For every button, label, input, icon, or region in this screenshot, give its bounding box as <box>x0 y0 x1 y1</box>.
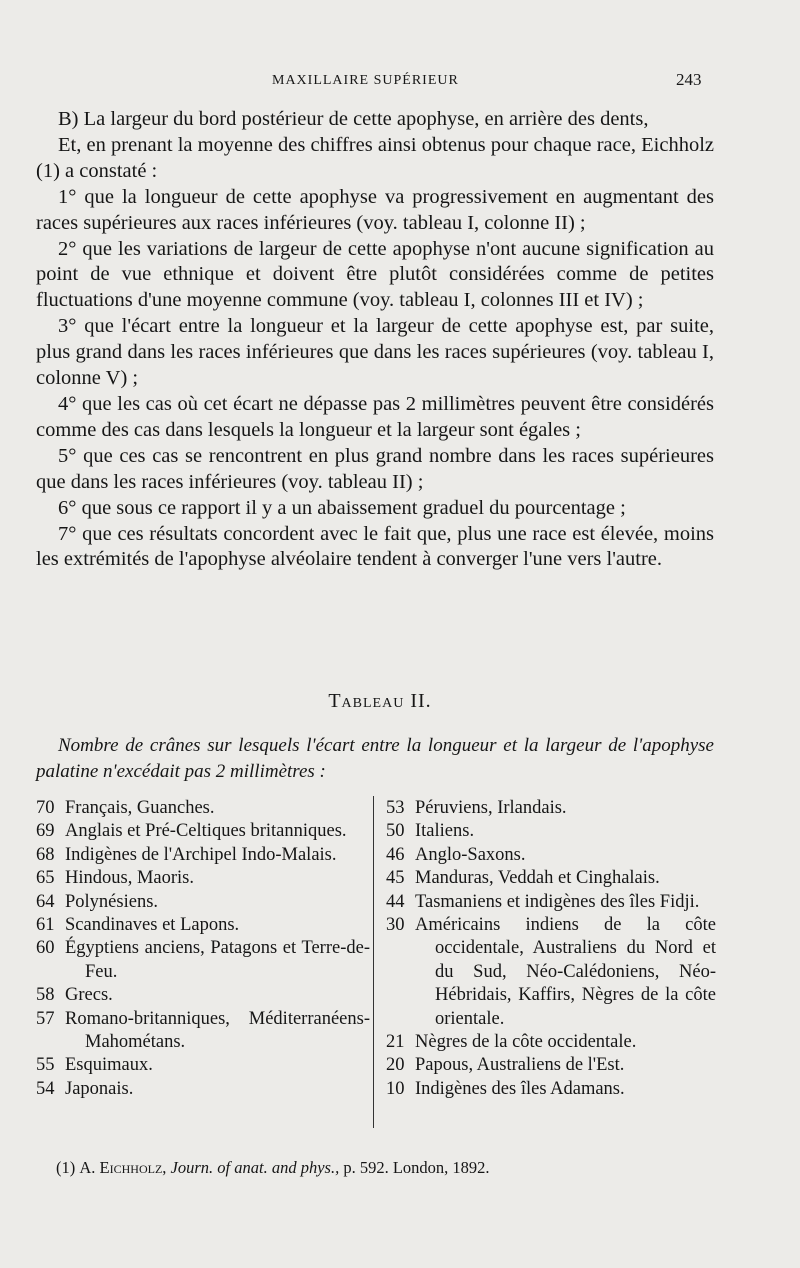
row-count: 57 <box>36 1008 55 1029</box>
table-row <box>36 914 370 937</box>
column-divider <box>373 796 374 1128</box>
table-title: Tableau II. <box>328 690 432 712</box>
row-names: Esquimaux. <box>65 1055 153 1076</box>
row-count: 54 <box>36 1078 55 1099</box>
row-names: Péruviens, Irlandais. <box>415 798 567 818</box>
row-count: 20 <box>386 1055 405 1076</box>
row-names: Italiens. <box>415 821 475 842</box>
row-count: 10 <box>386 1078 405 1099</box>
footnote-journal: Journ. of anat. and phys., <box>170 1158 340 1177</box>
table-row <box>36 797 370 820</box>
row-count: 21 <box>386 1032 405 1053</box>
running-head: MAXILLAIRE SUPÉRIEUR <box>272 73 459 88</box>
row-count: 58 <box>36 985 55 1006</box>
table-row <box>36 984 370 1007</box>
page-header <box>0 70 800 94</box>
row-names: Tasmaniens et indigènes des îles Fidji. <box>415 891 700 912</box>
row-count: 65 <box>36 868 55 889</box>
table-row <box>386 844 716 867</box>
table-row <box>36 1008 370 1055</box>
row-names: Indigènes de l'Archipel Indo-Malais. <box>65 844 337 865</box>
row-names: Polynésiens. <box>65 891 159 912</box>
table-row <box>386 1031 716 1054</box>
row-count: 64 <box>36 891 55 912</box>
row-names: Romano-britanniques, Méditerranéens-Mahométans. <box>65 1008 370 1053</box>
paragraph-6: 6° que sous ce rapport il y a un abaissement graduel du pourcentage ; <box>58 496 626 519</box>
row-names: Américains indiens de la côte occidentale, Australiens du Nord et du Sud, Néo-Calédoniens, Néo-Hébridais, Kaffirs, Nègres de la côte orientale. <box>415 915 716 1029</box>
paragraph-1: 1° que la longueur de cette apophyse va progressivement en augmentant des races supérieures aux races inférieures (voy. tableau I, colonne II) ; <box>36 185 714 234</box>
footnote-rest: p. 592. London, 1892. <box>343 1158 490 1177</box>
row-names: Indigènes des îles Adamans. <box>415 1078 625 1099</box>
paragraph-b: B) La largeur du bord postérieur de cette apophyse, en arrière des dents, <box>58 108 649 130</box>
table-row <box>36 937 370 984</box>
table-left-column <box>36 797 370 1101</box>
row-names: Japonais. <box>65 1078 134 1099</box>
row-count: 69 <box>36 821 55 842</box>
row-count: 55 <box>36 1055 55 1076</box>
table-row <box>386 867 716 890</box>
table-row <box>386 914 716 1031</box>
row-names: Égyptiens anciens, Patagons et Terre-de-Feu. <box>65 938 370 982</box>
row-names: Hindous, Maoris. <box>65 868 194 889</box>
footnote-author: A. Eichholz, <box>79 1158 167 1177</box>
table-caption: Nombre de crânes sur lesquels l'écart entre la longueur et la largeur de l'apophyse palatine n'excédait pas 2 millimètres : <box>36 735 714 782</box>
row-names: Anglais et Pré-Celtiques britanniques. <box>65 821 347 842</box>
row-names: Scandinaves et Lapons. <box>65 915 240 936</box>
table-row <box>386 820 716 843</box>
row-count: 68 <box>36 844 55 865</box>
body-text <box>36 107 714 573</box>
row-count: 45 <box>386 868 405 889</box>
paragraph-intro: Et, en prenant la moyenne des chiffres ainsi obtenus pour chaque race, Eichholz (1) a constaté : <box>36 133 714 182</box>
table-row <box>386 1054 716 1077</box>
table-row <box>36 867 370 890</box>
row-names: Papous, Australiens de l'Est. <box>415 1055 625 1076</box>
row-count: 44 <box>386 891 405 912</box>
row-names: Manduras, Veddah et Cinghalais. <box>415 868 660 889</box>
row-names: Nègres de la côte occidentale. <box>415 1032 637 1053</box>
table-row <box>36 844 370 867</box>
page-number: 243 <box>676 70 702 89</box>
table-row <box>36 1078 370 1101</box>
footnote <box>56 1158 716 1178</box>
row-count: 46 <box>386 844 405 865</box>
footnote-marker: (1) <box>56 1158 76 1177</box>
paragraph-5: 5° que ces cas se rencontrent en plus grand nombre dans les races supérieures que dans les races inférieures (voy. tableau II) ; <box>36 444 714 493</box>
row-count: 61 <box>36 915 55 936</box>
table-row <box>36 820 370 843</box>
table-row <box>36 1054 370 1077</box>
row-count: 50 <box>386 821 405 842</box>
table-right-column <box>386 797 716 1101</box>
table-row <box>386 891 716 914</box>
table-row <box>386 797 716 820</box>
row-count: 70 <box>36 798 55 818</box>
table-row <box>36 891 370 914</box>
paragraph-3: 3° que l'écart entre la longueur et la largeur de cette apophyse est, par suite, plus grand dans les races inférieures que dans les races supérieures (voy. tableau I, colonne V) ; <box>36 315 714 390</box>
row-names: Anglo-Saxons. <box>415 844 526 865</box>
paragraph-2: 2° que les variations de largeur de cette apophyse n'ont aucune signification au point de vue ethnique et doivent être plutôt considérées comme de petites fluctuations d'une moyenne commune (voy. tableau I, colonnes III et IV) ; <box>36 237 714 312</box>
row-count: 60 <box>36 938 55 959</box>
row-names: Grecs. <box>65 985 113 1006</box>
row-count: 53 <box>386 798 405 818</box>
table-row <box>386 1078 716 1101</box>
paragraph-7: 7° que ces résultats concordent avec le fait que, plus une race est élevée, moins les extrémités de l'apophyse alvéolaire tendent à converger l'une vers l'autre. <box>36 522 714 571</box>
paragraph-4: 4° que les cas où cet écart ne dépasse pas 2 millimètres peuvent être considérés comme des cas dans lesquels la longueur et la largeur sont égales ; <box>36 392 714 441</box>
row-names: Français, Guanches. <box>65 798 215 818</box>
row-count: 30 <box>386 915 405 936</box>
